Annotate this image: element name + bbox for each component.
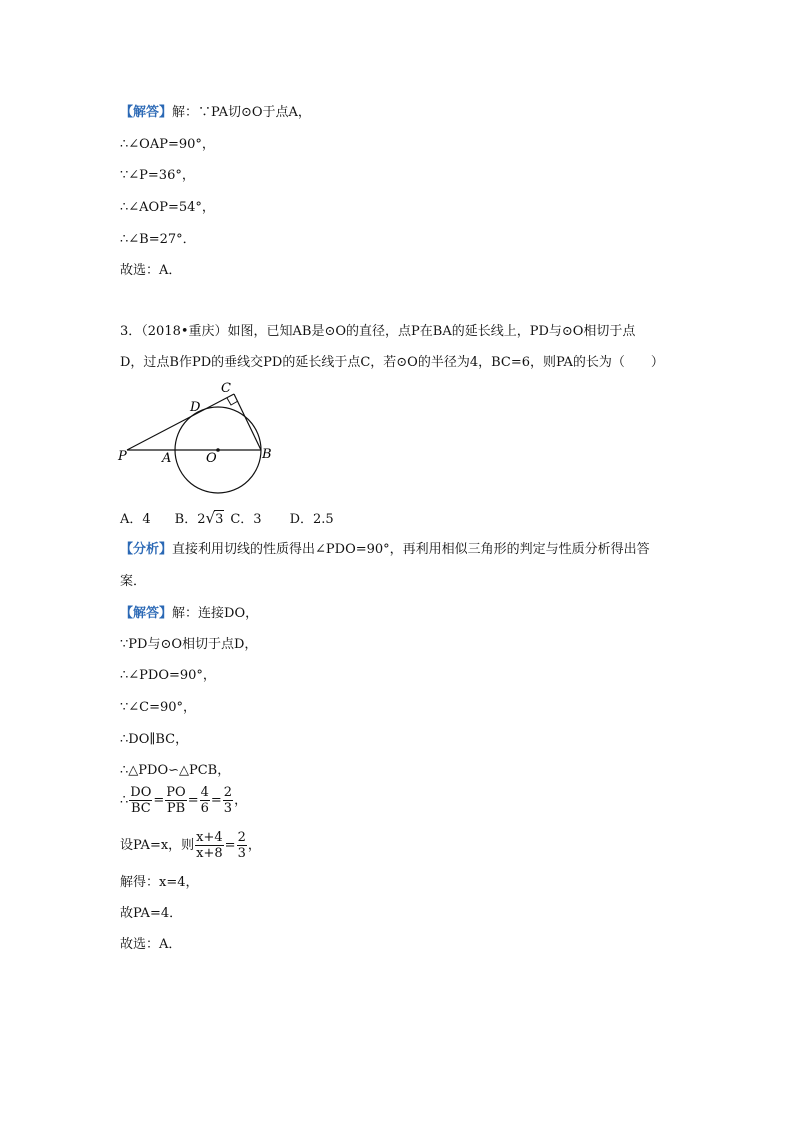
option-c: C．3 [230, 512, 262, 527]
solution2-step-2: ∴∠PDO=90°， [120, 668, 216, 683]
line-pc [127, 394, 234, 450]
solution1-answer: 故选：A． [120, 263, 182, 278]
label-b: B [262, 447, 272, 462]
solution2-ratio: ∴ $\frac{DO}{BC}$ = $\frac{PO}{PB}$ = $\frac{4}{6}$ = $\frac{2}{3}$ ， [120, 785, 248, 816]
label-d: D [190, 400, 201, 415]
question3-text-line2: D，过点B作PD的垂线交PD的延长线于点C，若⊙O的半径为4，BC=6，则PA的长为（ ） [120, 355, 664, 370]
analysis-line1 [120, 541, 650, 559]
answer-tag: 【解答】 [120, 105, 173, 120]
analysis-text-1: 直接利用切线的性质得出∠PDO=90°，再利用相似三角形的判定与性质分析得出答 [172, 542, 650, 557]
option-b: B．2√3 [174, 509, 224, 527]
option-b-radicand: 3 [215, 512, 224, 527]
solution2-answer: 故选：A． [120, 937, 182, 952]
line-cb [234, 394, 261, 450]
label-a: A [162, 451, 172, 466]
solution2-step-1: ∵PD与⊙O相切于点D， [120, 637, 258, 652]
solution2-step-5: ∴△PDO∽△PCB， [120, 763, 231, 778]
question3-figure [110, 376, 280, 502]
fraction-2-3-b: $\frac{2}{3}$ [237, 830, 246, 861]
label-c: C [221, 381, 231, 396]
label-o: O [206, 451, 217, 466]
analysis-line2: 案． [120, 574, 147, 589]
fraction-2-3: $\frac{2}{3}$ [223, 785, 233, 816]
solution1-intro-line [120, 104, 311, 122]
solution2-intro: 解：连接DO， [172, 606, 259, 621]
fraction-x4-x8: $\frac{x+4}{x+8}$ [196, 830, 223, 861]
option-d: D．2.5 [289, 512, 334, 527]
solution2-solve: 解得：x=4， [120, 875, 199, 890]
answer-tag-2: 【解答】 [120, 606, 173, 621]
fraction-do-bc: $\frac{DO}{BC}$ [130, 785, 152, 816]
solution1-step-3: ∴∠AOP=54°， [120, 200, 215, 215]
solution1-intro: 解：∵PA切⊙O于点A， [172, 105, 311, 120]
fraction-4-6: $\frac{4}{6}$ [200, 785, 209, 816]
solution1-step-1: ∴∠OAP=90°， [120, 137, 215, 152]
solution1-step-2: ∵∠P=36°， [120, 168, 195, 183]
question3-options [120, 509, 334, 529]
analysis-tag: 【分析】 [120, 542, 173, 557]
fraction-po-pb: $\frac{PO}{PB}$ [166, 785, 186, 816]
solution1-step-4: ∴∠B=27°． [120, 232, 196, 247]
label-p: P [118, 449, 127, 464]
solution2-step-4: ∴DO∥BC， [120, 732, 189, 747]
solution2-result: 故PA=4． [120, 906, 183, 921]
solution2-intro-line [120, 605, 258, 623]
solution2-step-3: ∵∠C=90°， [120, 700, 197, 715]
option-a: A．4 [120, 512, 151, 527]
center-dot [216, 448, 220, 452]
solution2-setup: 设PA=x，则 $\frac{x+4}{x+8}$ = $\frac{2}{3}$ ， [120, 830, 261, 861]
question3-text-line1: 3．（2018•重庆）如图，已知AB是⊙O的直径，点P在BA的延长线上，PD与⊙O相切于点 [120, 324, 636, 339]
